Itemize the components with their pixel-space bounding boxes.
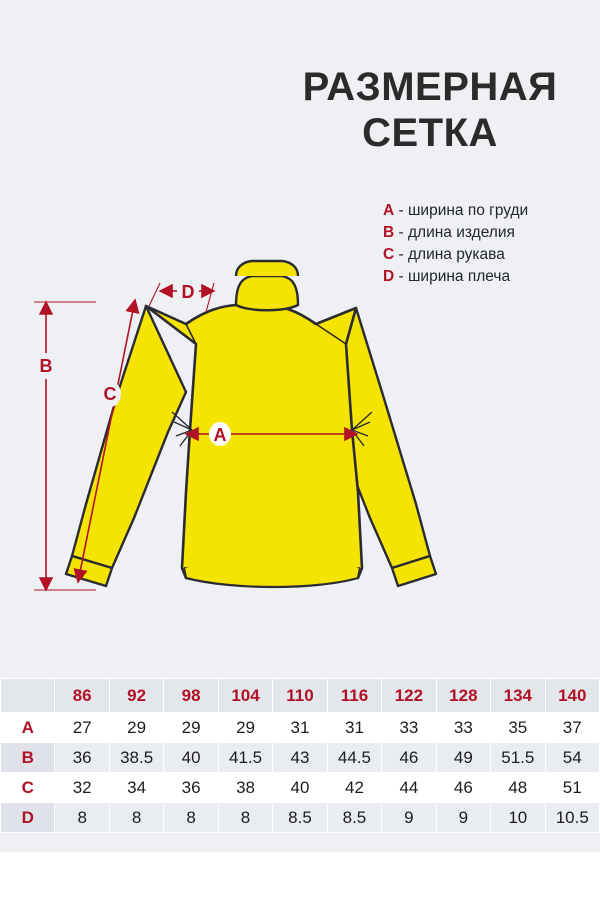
legend-text-b: длина изделия bbox=[408, 224, 515, 241]
cell-c-122: 44 bbox=[382, 773, 436, 803]
measure-label-b: B bbox=[39, 356, 53, 376]
collar bbox=[236, 276, 298, 310]
table-row bbox=[1, 743, 600, 773]
cell-c-128: 46 bbox=[436, 773, 490, 803]
cell-b-122: 46 bbox=[382, 743, 436, 773]
cell-a-98: 29 bbox=[164, 713, 218, 743]
cell-b-92: 38.5 bbox=[109, 743, 163, 773]
cell-d-92: 8 bbox=[109, 803, 163, 833]
cell-b-116: 44.5 bbox=[327, 743, 381, 773]
cell-c-98: 36 bbox=[164, 773, 218, 803]
row-header-b: B bbox=[1, 743, 55, 773]
cell-c-92: 34 bbox=[109, 773, 163, 803]
legend-dash-c: - bbox=[398, 246, 404, 263]
table-corner-cell bbox=[1, 679, 55, 713]
col-header-110: 110 bbox=[273, 679, 327, 713]
measure-label-d: D bbox=[181, 282, 195, 302]
cell-d-134: 10 bbox=[491, 803, 545, 833]
cell-a-110: 31 bbox=[273, 713, 327, 743]
col-header-128: 128 bbox=[436, 679, 490, 713]
measure-label-a: A bbox=[213, 425, 227, 445]
cell-c-86: 32 bbox=[55, 773, 109, 803]
size-table-body bbox=[1, 713, 600, 833]
legend-dash-d: - bbox=[398, 268, 404, 285]
cell-b-86: 36 bbox=[55, 743, 109, 773]
cell-b-98: 40 bbox=[164, 743, 218, 773]
cell-c-116: 42 bbox=[327, 773, 381, 803]
cell-d-140: 10.5 bbox=[545, 803, 599, 833]
col-header-122: 122 bbox=[382, 679, 436, 713]
page-title-line2: СЕТКА bbox=[362, 111, 498, 155]
cell-d-86: 8 bbox=[55, 803, 109, 833]
body bbox=[146, 305, 362, 578]
cell-b-140: 54 bbox=[545, 743, 599, 773]
sweater-illustration bbox=[66, 261, 436, 587]
cell-a-122: 33 bbox=[382, 713, 436, 743]
cell-a-140: 37 bbox=[545, 713, 599, 743]
col-header-98: 98 bbox=[164, 679, 218, 713]
col-header-116: 116 bbox=[327, 679, 381, 713]
bottom-white-strip bbox=[0, 852, 600, 900]
cell-c-104: 38 bbox=[218, 773, 272, 803]
legend-dash-b: - bbox=[398, 224, 404, 241]
cell-d-110: 8.5 bbox=[273, 803, 327, 833]
cell-d-116: 8.5 bbox=[327, 803, 381, 833]
col-header-86: 86 bbox=[55, 679, 109, 713]
cell-d-128: 9 bbox=[436, 803, 490, 833]
measure-tick-d-right bbox=[206, 283, 214, 312]
cell-a-128: 33 bbox=[436, 713, 490, 743]
cell-d-104: 8 bbox=[218, 803, 272, 833]
cell-a-86: 27 bbox=[55, 713, 109, 743]
table-row bbox=[1, 773, 600, 803]
collar-top bbox=[236, 261, 298, 276]
size-table bbox=[0, 678, 600, 833]
cell-a-134: 35 bbox=[491, 713, 545, 743]
legend-key-d: D bbox=[383, 268, 395, 285]
col-header-140: 140 bbox=[545, 679, 599, 713]
row-header-d: D bbox=[1, 803, 55, 833]
cell-a-92: 29 bbox=[109, 713, 163, 743]
cell-d-98: 8 bbox=[164, 803, 218, 833]
cell-a-104: 29 bbox=[218, 713, 272, 743]
measure-label-c: C bbox=[103, 384, 117, 404]
legend-dash-a: - bbox=[398, 202, 404, 219]
cell-d-122: 9 bbox=[382, 803, 436, 833]
col-header-104: 104 bbox=[218, 679, 272, 713]
cell-b-128: 49 bbox=[436, 743, 490, 773]
page-title-line1: РАЗМЕРНАЯ bbox=[302, 65, 558, 109]
legend-key-a: A bbox=[383, 202, 395, 219]
legend-key-b: B bbox=[383, 224, 395, 241]
hem-band bbox=[184, 568, 360, 587]
cell-c-140: 51 bbox=[545, 773, 599, 803]
row-header-a: A bbox=[1, 713, 55, 743]
table-row bbox=[1, 803, 600, 833]
cell-a-116: 31 bbox=[327, 713, 381, 743]
table-header-row bbox=[1, 679, 600, 713]
cell-c-134: 48 bbox=[491, 773, 545, 803]
col-header-92: 92 bbox=[109, 679, 163, 713]
row-header-c: C bbox=[1, 773, 55, 803]
cell-c-110: 40 bbox=[273, 773, 327, 803]
size-table-wrapper bbox=[0, 678, 600, 833]
measure-tick-d-left bbox=[149, 283, 160, 306]
legend-text-c: длина рукава bbox=[408, 246, 505, 263]
cell-b-110: 43 bbox=[273, 743, 327, 773]
legend-text-a: ширина по груди bbox=[408, 202, 529, 219]
size-table-head bbox=[1, 679, 600, 713]
table-row bbox=[1, 713, 600, 743]
cell-b-134: 51.5 bbox=[491, 743, 545, 773]
legend-text-d: ширина плеча bbox=[408, 268, 511, 285]
legend-key-c: C bbox=[383, 246, 395, 263]
cell-b-104: 41.5 bbox=[218, 743, 272, 773]
col-header-134: 134 bbox=[491, 679, 545, 713]
